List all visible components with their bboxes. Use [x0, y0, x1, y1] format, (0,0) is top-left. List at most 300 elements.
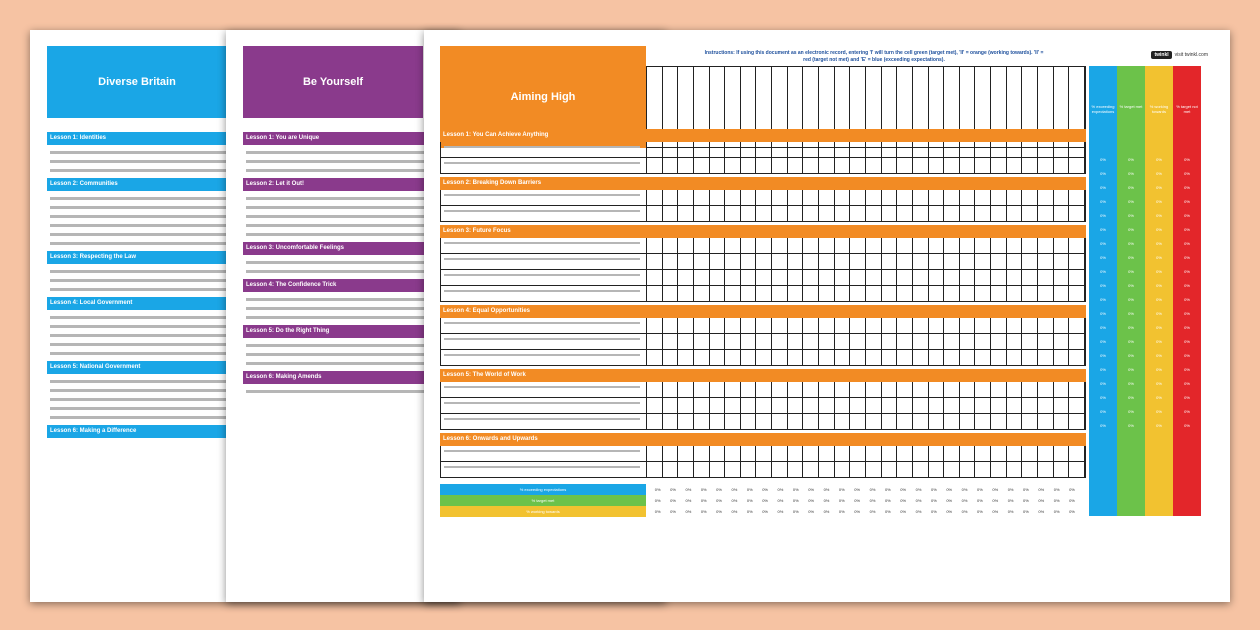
assessment-cell[interactable] — [835, 446, 851, 461]
assessment-cell[interactable] — [850, 190, 866, 205]
assessment-cell[interactable] — [803, 270, 819, 285]
assessment-cell[interactable] — [866, 462, 882, 477]
assessment-cell[interactable] — [850, 142, 866, 157]
assessment-cell[interactable] — [803, 318, 819, 333]
assessment-cell[interactable] — [788, 270, 804, 285]
assessment-cell[interactable] — [819, 270, 835, 285]
assessment-cell[interactable] — [835, 334, 851, 349]
assessment-cell[interactable] — [725, 190, 741, 205]
assessment-cell[interactable] — [741, 238, 757, 253]
assessment-cell[interactable] — [647, 286, 663, 301]
assessment-cell[interactable] — [897, 190, 913, 205]
assessment-cell[interactable] — [897, 286, 913, 301]
assessment-cell[interactable] — [710, 318, 726, 333]
assessment-cell[interactable] — [647, 398, 663, 413]
assessment-cell[interactable] — [991, 206, 1007, 221]
assessment-cell[interactable] — [663, 286, 679, 301]
assessment-cell[interactable] — [678, 238, 694, 253]
assessment-cell[interactable] — [772, 190, 788, 205]
assessment-cell[interactable] — [1054, 462, 1070, 477]
assessment-cell[interactable] — [1054, 142, 1070, 157]
assessment-cell[interactable] — [1069, 158, 1085, 173]
assessment-cell[interactable] — [663, 254, 679, 269]
assessment-cell[interactable] — [960, 350, 976, 365]
assessment-cell[interactable] — [788, 254, 804, 269]
assessment-cell[interactable] — [1054, 270, 1070, 285]
assessment-cell[interactable] — [663, 270, 679, 285]
assessment-cell[interactable] — [756, 142, 772, 157]
assessment-cell[interactable] — [788, 382, 804, 397]
assessment-cell[interactable] — [756, 318, 772, 333]
assessment-cell[interactable] — [866, 318, 882, 333]
assessment-cell[interactable] — [960, 318, 976, 333]
assessment-cell[interactable] — [882, 398, 898, 413]
assessment-cell[interactable] — [694, 286, 710, 301]
assessment-cell[interactable] — [694, 158, 710, 173]
assessment-cell[interactable] — [929, 446, 945, 461]
assessment-cell[interactable] — [678, 206, 694, 221]
assessment-cell[interactable] — [850, 350, 866, 365]
assessment-cell[interactable] — [960, 462, 976, 477]
assessment-cell[interactable] — [803, 350, 819, 365]
assessment-cell[interactable] — [897, 398, 913, 413]
assessment-cell[interactable] — [897, 318, 913, 333]
assessment-cell[interactable] — [897, 350, 913, 365]
assessment-cell[interactable] — [1007, 142, 1023, 157]
assessment-cell[interactable] — [1022, 446, 1038, 461]
assessment-cell[interactable] — [1022, 462, 1038, 477]
assessment-cell[interactable] — [866, 334, 882, 349]
assessment-cell[interactable] — [710, 462, 726, 477]
assessment-cell[interactable] — [913, 254, 929, 269]
assessment-cell[interactable] — [756, 190, 772, 205]
assessment-cell[interactable] — [975, 350, 991, 365]
assessment-cell[interactable] — [694, 414, 710, 429]
assessment-cell[interactable] — [678, 350, 694, 365]
assessment-cell[interactable] — [850, 254, 866, 269]
assessment-cell[interactable] — [991, 190, 1007, 205]
assessment-cell[interactable] — [913, 158, 929, 173]
assessment-cell[interactable] — [1038, 414, 1054, 429]
assessment-cell[interactable] — [725, 206, 741, 221]
assessment-cell[interactable] — [866, 270, 882, 285]
assessment-cell[interactable] — [866, 350, 882, 365]
assessment-cell[interactable] — [1022, 158, 1038, 173]
assessment-cell[interactable] — [960, 286, 976, 301]
assessment-cell[interactable] — [772, 254, 788, 269]
assessment-cell[interactable] — [1038, 254, 1054, 269]
assessment-cell[interactable] — [772, 318, 788, 333]
assessment-cell[interactable] — [866, 206, 882, 221]
assessment-cell[interactable] — [756, 158, 772, 173]
assessment-cell[interactable] — [694, 398, 710, 413]
assessment-cell[interactable] — [756, 414, 772, 429]
assessment-cell[interactable] — [835, 190, 851, 205]
assessment-cell[interactable] — [647, 462, 663, 477]
assessment-cell[interactable] — [866, 190, 882, 205]
assessment-cell[interactable] — [975, 206, 991, 221]
assessment-cell[interactable] — [756, 254, 772, 269]
assessment-cell[interactable] — [1069, 270, 1085, 285]
assessment-cell[interactable] — [913, 286, 929, 301]
assessment-cell[interactable] — [803, 414, 819, 429]
assessment-cell[interactable] — [788, 350, 804, 365]
assessment-cell[interactable] — [710, 238, 726, 253]
assessment-cell[interactable] — [944, 318, 960, 333]
assessment-cell[interactable] — [960, 334, 976, 349]
assessment-cell[interactable] — [710, 350, 726, 365]
assessment-cell[interactable] — [1007, 398, 1023, 413]
assessment-cell[interactable] — [882, 334, 898, 349]
assessment-cell[interactable] — [772, 142, 788, 157]
assessment-cell[interactable] — [756, 382, 772, 397]
assessment-cell[interactable] — [819, 286, 835, 301]
assessment-cell[interactable] — [647, 142, 663, 157]
assessment-cell[interactable] — [929, 286, 945, 301]
assessment-cell[interactable] — [944, 350, 960, 365]
assessment-cell[interactable] — [647, 382, 663, 397]
assessment-cell[interactable] — [741, 318, 757, 333]
assessment-cell[interactable] — [835, 270, 851, 285]
assessment-cell[interactable] — [835, 398, 851, 413]
assessment-cell[interactable] — [647, 446, 663, 461]
assessment-cell[interactable] — [850, 334, 866, 349]
assessment-cell[interactable] — [929, 206, 945, 221]
assessment-cell[interactable] — [741, 190, 757, 205]
assessment-cell[interactable] — [835, 286, 851, 301]
assessment-cell[interactable] — [913, 414, 929, 429]
assessment-cell[interactable] — [975, 254, 991, 269]
assessment-cell[interactable] — [678, 286, 694, 301]
assessment-cell[interactable] — [1022, 270, 1038, 285]
assessment-cell[interactable] — [803, 398, 819, 413]
assessment-cell[interactable] — [882, 206, 898, 221]
assessment-cell[interactable] — [725, 350, 741, 365]
assessment-cell[interactable] — [975, 286, 991, 301]
assessment-cell[interactable] — [1007, 414, 1023, 429]
assessment-cell[interactable] — [772, 446, 788, 461]
assessment-cell[interactable] — [1007, 270, 1023, 285]
assessment-cell[interactable] — [803, 446, 819, 461]
assessment-cell[interactable] — [1069, 286, 1085, 301]
assessment-cell[interactable] — [913, 350, 929, 365]
assessment-cell[interactable] — [882, 462, 898, 477]
assessment-cell[interactable] — [929, 190, 945, 205]
assessment-cell[interactable] — [835, 158, 851, 173]
assessment-cell[interactable] — [803, 462, 819, 477]
assessment-cell[interactable] — [803, 142, 819, 157]
assessment-cell[interactable] — [960, 190, 976, 205]
assessment-cell[interactable] — [1007, 382, 1023, 397]
assessment-cell[interactable] — [1054, 158, 1070, 173]
assessment-cell[interactable] — [772, 350, 788, 365]
assessment-cell[interactable] — [788, 462, 804, 477]
assessment-cell[interactable] — [741, 350, 757, 365]
assessment-cell[interactable] — [663, 318, 679, 333]
assessment-cell[interactable] — [960, 398, 976, 413]
assessment-cell[interactable] — [913, 206, 929, 221]
assessment-cell[interactable] — [741, 206, 757, 221]
assessment-cell[interactable] — [975, 158, 991, 173]
assessment-cell[interactable] — [725, 158, 741, 173]
assessment-cell[interactable] — [725, 270, 741, 285]
assessment-cell[interactable] — [819, 414, 835, 429]
assessment-cell[interactable] — [929, 334, 945, 349]
assessment-cell[interactable] — [647, 334, 663, 349]
assessment-cell[interactable] — [694, 334, 710, 349]
assessment-cell[interactable] — [866, 254, 882, 269]
assessment-cell[interactable] — [819, 158, 835, 173]
assessment-cell[interactable] — [1007, 206, 1023, 221]
assessment-cell[interactable] — [788, 238, 804, 253]
assessment-cell[interactable] — [725, 414, 741, 429]
assessment-cell[interactable] — [710, 382, 726, 397]
assessment-cell[interactable] — [913, 462, 929, 477]
assessment-cell[interactable] — [1022, 414, 1038, 429]
assessment-cell[interactable] — [1054, 398, 1070, 413]
assessment-cell[interactable] — [694, 142, 710, 157]
assessment-cell[interactable] — [710, 398, 726, 413]
assessment-cell[interactable] — [929, 318, 945, 333]
assessment-cell[interactable] — [882, 350, 898, 365]
assessment-cell[interactable] — [944, 206, 960, 221]
assessment-cell[interactable] — [741, 462, 757, 477]
assessment-cell[interactable] — [710, 334, 726, 349]
assessment-cell[interactable] — [850, 446, 866, 461]
assessment-cell[interactable] — [835, 142, 851, 157]
assessment-cell[interactable] — [975, 190, 991, 205]
assessment-cell[interactable] — [1069, 462, 1085, 477]
assessment-cell[interactable] — [694, 190, 710, 205]
assessment-cell[interactable] — [819, 398, 835, 413]
assessment-cell[interactable] — [1007, 334, 1023, 349]
assessment-cell[interactable] — [772, 158, 788, 173]
assessment-cell[interactable] — [741, 382, 757, 397]
assessment-cell[interactable] — [913, 382, 929, 397]
assessment-cell[interactable] — [1038, 286, 1054, 301]
assessment-cell[interactable] — [663, 238, 679, 253]
assessment-cell[interactable] — [647, 414, 663, 429]
assessment-cell[interactable] — [788, 318, 804, 333]
assessment-cell[interactable] — [819, 254, 835, 269]
assessment-cell[interactable] — [725, 334, 741, 349]
assessment-cell[interactable] — [772, 398, 788, 413]
assessment-cell[interactable] — [835, 414, 851, 429]
assessment-cell[interactable] — [1054, 190, 1070, 205]
assessment-cell[interactable] — [929, 158, 945, 173]
assessment-cell[interactable] — [1038, 318, 1054, 333]
assessment-cell[interactable] — [647, 254, 663, 269]
assessment-cell[interactable] — [803, 382, 819, 397]
assessment-cell[interactable] — [1038, 398, 1054, 413]
assessment-cell[interactable] — [960, 414, 976, 429]
assessment-cell[interactable] — [960, 446, 976, 461]
assessment-cell[interactable] — [944, 286, 960, 301]
assessment-cell[interactable] — [835, 462, 851, 477]
assessment-cell[interactable] — [803, 334, 819, 349]
assessment-cell[interactable] — [866, 414, 882, 429]
assessment-cell[interactable] — [835, 238, 851, 253]
assessment-cell[interactable] — [1038, 270, 1054, 285]
assessment-cell[interactable] — [882, 190, 898, 205]
assessment-cell[interactable] — [663, 382, 679, 397]
assessment-cell[interactable] — [944, 398, 960, 413]
assessment-cell[interactable] — [819, 382, 835, 397]
assessment-cell[interactable] — [788, 142, 804, 157]
assessment-cell[interactable] — [944, 142, 960, 157]
assessment-cell[interactable] — [819, 446, 835, 461]
assessment-cell[interactable] — [803, 206, 819, 221]
assessment-cell[interactable] — [1038, 206, 1054, 221]
assessment-cell[interactable] — [913, 190, 929, 205]
assessment-cell[interactable] — [1069, 318, 1085, 333]
assessment-cell[interactable] — [882, 286, 898, 301]
assessment-cell[interactable] — [756, 398, 772, 413]
assessment-cell[interactable] — [647, 270, 663, 285]
assessment-cell[interactable] — [741, 398, 757, 413]
assessment-cell[interactable] — [1054, 254, 1070, 269]
assessment-cell[interactable] — [819, 238, 835, 253]
assessment-cell[interactable] — [913, 398, 929, 413]
assessment-cell[interactable] — [944, 270, 960, 285]
assessment-cell[interactable] — [1038, 142, 1054, 157]
assessment-cell[interactable] — [694, 206, 710, 221]
assessment-cell[interactable] — [1054, 286, 1070, 301]
assessment-cell[interactable] — [944, 446, 960, 461]
assessment-cell[interactable] — [1038, 382, 1054, 397]
assessment-cell[interactable] — [991, 462, 1007, 477]
assessment-cell[interactable] — [756, 446, 772, 461]
assessment-cell[interactable] — [1022, 190, 1038, 205]
assessment-cell[interactable] — [694, 238, 710, 253]
assessment-cell[interactable] — [944, 414, 960, 429]
assessment-cell[interactable] — [1069, 190, 1085, 205]
assessment-cell[interactable] — [1069, 350, 1085, 365]
assessment-cell[interactable] — [694, 254, 710, 269]
assessment-cell[interactable] — [725, 318, 741, 333]
assessment-cell[interactable] — [678, 398, 694, 413]
assessment-cell[interactable] — [866, 286, 882, 301]
assessment-cell[interactable] — [991, 142, 1007, 157]
assessment-cell[interactable] — [1007, 350, 1023, 365]
assessment-cell[interactable] — [913, 318, 929, 333]
assessment-cell[interactable] — [756, 462, 772, 477]
assessment-cell[interactable] — [897, 446, 913, 461]
assessment-cell[interactable] — [663, 414, 679, 429]
assessment-cell[interactable] — [835, 350, 851, 365]
assessment-cell[interactable] — [975, 238, 991, 253]
assessment-cell[interactable] — [850, 158, 866, 173]
assessment-cell[interactable] — [850, 238, 866, 253]
assessment-cell[interactable] — [882, 142, 898, 157]
assessment-cell[interactable] — [678, 334, 694, 349]
assessment-cell[interactable] — [647, 190, 663, 205]
assessment-cell[interactable] — [678, 254, 694, 269]
assessment-cell[interactable] — [725, 254, 741, 269]
assessment-cell[interactable] — [1054, 238, 1070, 253]
assessment-cell[interactable] — [710, 158, 726, 173]
assessment-cell[interactable] — [710, 254, 726, 269]
assessment-cell[interactable] — [741, 158, 757, 173]
assessment-cell[interactable] — [897, 270, 913, 285]
assessment-cell[interactable] — [897, 158, 913, 173]
assessment-cell[interactable] — [866, 158, 882, 173]
assessment-cell[interactable] — [882, 270, 898, 285]
assessment-cell[interactable] — [647, 158, 663, 173]
assessment-cell[interactable] — [882, 254, 898, 269]
assessment-cell[interactable] — [1007, 318, 1023, 333]
assessment-cell[interactable] — [678, 190, 694, 205]
assessment-cell[interactable] — [991, 398, 1007, 413]
assessment-cell[interactable] — [694, 446, 710, 461]
assessment-cell[interactable] — [772, 382, 788, 397]
assessment-cell[interactable] — [960, 238, 976, 253]
assessment-cell[interactable] — [944, 190, 960, 205]
assessment-cell[interactable] — [678, 382, 694, 397]
assessment-cell[interactable] — [929, 414, 945, 429]
assessment-cell[interactable] — [1054, 382, 1070, 397]
assessment-cell[interactable] — [772, 334, 788, 349]
assessment-cell[interactable] — [897, 254, 913, 269]
assessment-cell[interactable] — [991, 158, 1007, 173]
assessment-cell[interactable] — [991, 446, 1007, 461]
assessment-cell[interactable] — [725, 142, 741, 157]
assessment-cell[interactable] — [944, 334, 960, 349]
assessment-cell[interactable] — [741, 270, 757, 285]
assessment-cell[interactable] — [647, 318, 663, 333]
assessment-cell[interactable] — [960, 382, 976, 397]
assessment-cell[interactable] — [1022, 142, 1038, 157]
assessment-cell[interactable] — [960, 206, 976, 221]
assessment-cell[interactable] — [850, 398, 866, 413]
assessment-cell[interactable] — [663, 142, 679, 157]
assessment-cell[interactable] — [882, 318, 898, 333]
assessment-cell[interactable] — [1022, 238, 1038, 253]
assessment-cell[interactable] — [710, 190, 726, 205]
assessment-cell[interactable] — [913, 238, 929, 253]
assessment-cell[interactable] — [1022, 350, 1038, 365]
assessment-cell[interactable] — [944, 462, 960, 477]
assessment-cell[interactable] — [1054, 350, 1070, 365]
assessment-cell[interactable] — [850, 382, 866, 397]
assessment-cell[interactable] — [1038, 350, 1054, 365]
assessment-cell[interactable] — [710, 446, 726, 461]
assessment-cell[interactable] — [991, 382, 1007, 397]
assessment-cell[interactable] — [803, 286, 819, 301]
assessment-cell[interactable] — [1007, 286, 1023, 301]
assessment-cell[interactable] — [647, 206, 663, 221]
assessment-cell[interactable] — [1054, 414, 1070, 429]
assessment-cell[interactable] — [788, 334, 804, 349]
assessment-cell[interactable] — [1022, 318, 1038, 333]
assessment-cell[interactable] — [975, 462, 991, 477]
assessment-cell[interactable] — [897, 462, 913, 477]
assessment-cell[interactable] — [756, 350, 772, 365]
assessment-cell[interactable] — [991, 254, 1007, 269]
assessment-cell[interactable] — [1069, 414, 1085, 429]
assessment-cell[interactable] — [756, 286, 772, 301]
assessment-cell[interactable] — [772, 462, 788, 477]
assessment-cell[interactable] — [1038, 158, 1054, 173]
assessment-cell[interactable] — [944, 382, 960, 397]
assessment-cell[interactable] — [929, 350, 945, 365]
assessment-cell[interactable] — [991, 334, 1007, 349]
assessment-cell[interactable] — [756, 334, 772, 349]
assessment-cell[interactable] — [913, 446, 929, 461]
assessment-cell[interactable] — [741, 254, 757, 269]
assessment-cell[interactable] — [819, 334, 835, 349]
assessment-cell[interactable] — [975, 270, 991, 285]
